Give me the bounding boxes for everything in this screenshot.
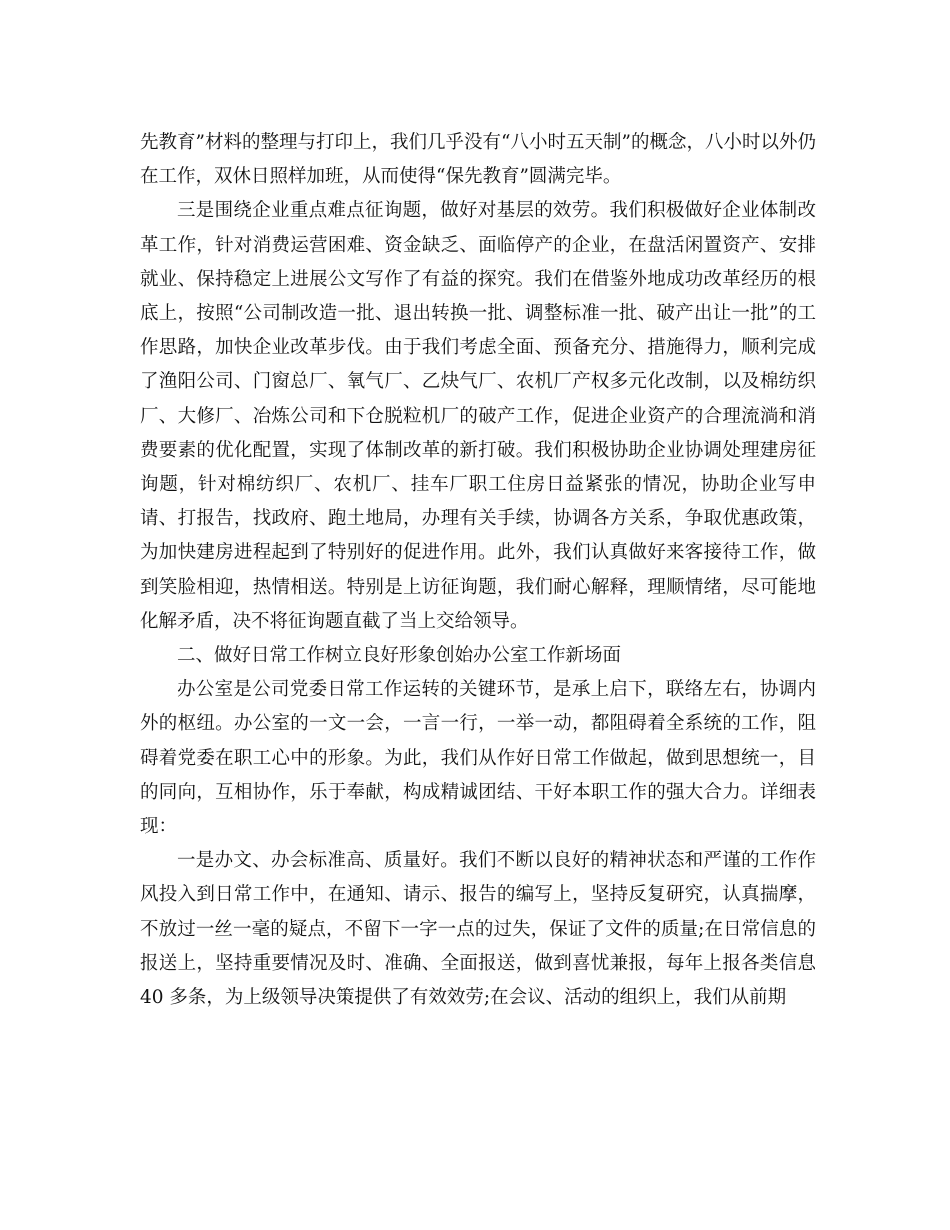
section-heading: 二、做好日常工作树立良好形象创始办公室工作新场面 [177,645,622,667]
paragraph-document-meeting-quality: 一是办文、办会标准高、质量好。我们不断以良好的精神状态和严谨的工作作风投入到日常工作中，在通知、请示、报告的编写上，坚持反复研究，认真揣摩，不放过一丝一毫的疑点，不留下一字一点的过失，保证了文件的质量;在日常信息的报送上，坚持重要情况及时、准确、全面报送，做到喜忧兼报，每年上报各类信息 40 多条，为上级领导决策提供了有效效劳;在会议、活动的组织上，我们从前期 [140,850,816,1009]
paragraph-office-role: 办公室是公司党委日常工作运转的关键环节，是承上启下，联络左右，协调内外的枢纽。办公室的一文一会，一言一行，一举一动，都阻碍着全系统的工作，阻碍着党委在职工心中的形象。为此，我们从作好日常工作做起，做到思想统一，目的同向，互相协作，乐于奉献，构成精诚团结、干好本职工作的强大合力。详细表现： [140,679,816,838]
paragraph-enterprise-service: 三是围绕企业重点难点征询题，做好对基层的效劳。我们积极做好企业体制改革工作，针对消费运营困难、资金缺乏、面临停产的企业，在盘活闲置资产、安排就业、保持稳定上进展公文写作了有益的探究。我们在借鉴外地成功改革经历的根底上，按照“公司制改造一批、退出转换一批、调整标准一批、破产出让一批”的工作思路，加快企业改革步伐。由于我们考虑全面、预备充分、措施得力，顺利完成了渔阳公司、门窗总厂、氧气厂、乙炔气厂、农机厂产权多元化改制，以及棉纺织厂、大修厂、冶炼公司和下仓脱粒机厂的破产工作，促进企业资产的合理流淌和消费要素的优化配置，实现了体制改革的新打破。我们积极协助企业协调处理建房征询题，针对棉纺织厂、农机厂、挂车厂职工住房日益紧张的情况，协助企业写申请、打报告，找政府、跑土地局，办理有关手续，协调各方关系，争取优惠政策，为加快建房进程起到了特别好的促进作用。此外，我们认真做好来客接待工作，做到笑脸相迎，热情相送。特别是上访征询题，我们耐心解释，理顺情绪，尽可能地化解矛盾，决不将征询题直截了当上交给领导。 [140,200,816,632]
document-body [140,126,816,1015]
paragraph-continuation: 先教育”材料的整理与打印上，我们几乎没有“八小时五天制”的概念，八小时以外仍在工作，双休日照样加班，从而使得“保先教育”圆满完毕。 [140,132,816,188]
